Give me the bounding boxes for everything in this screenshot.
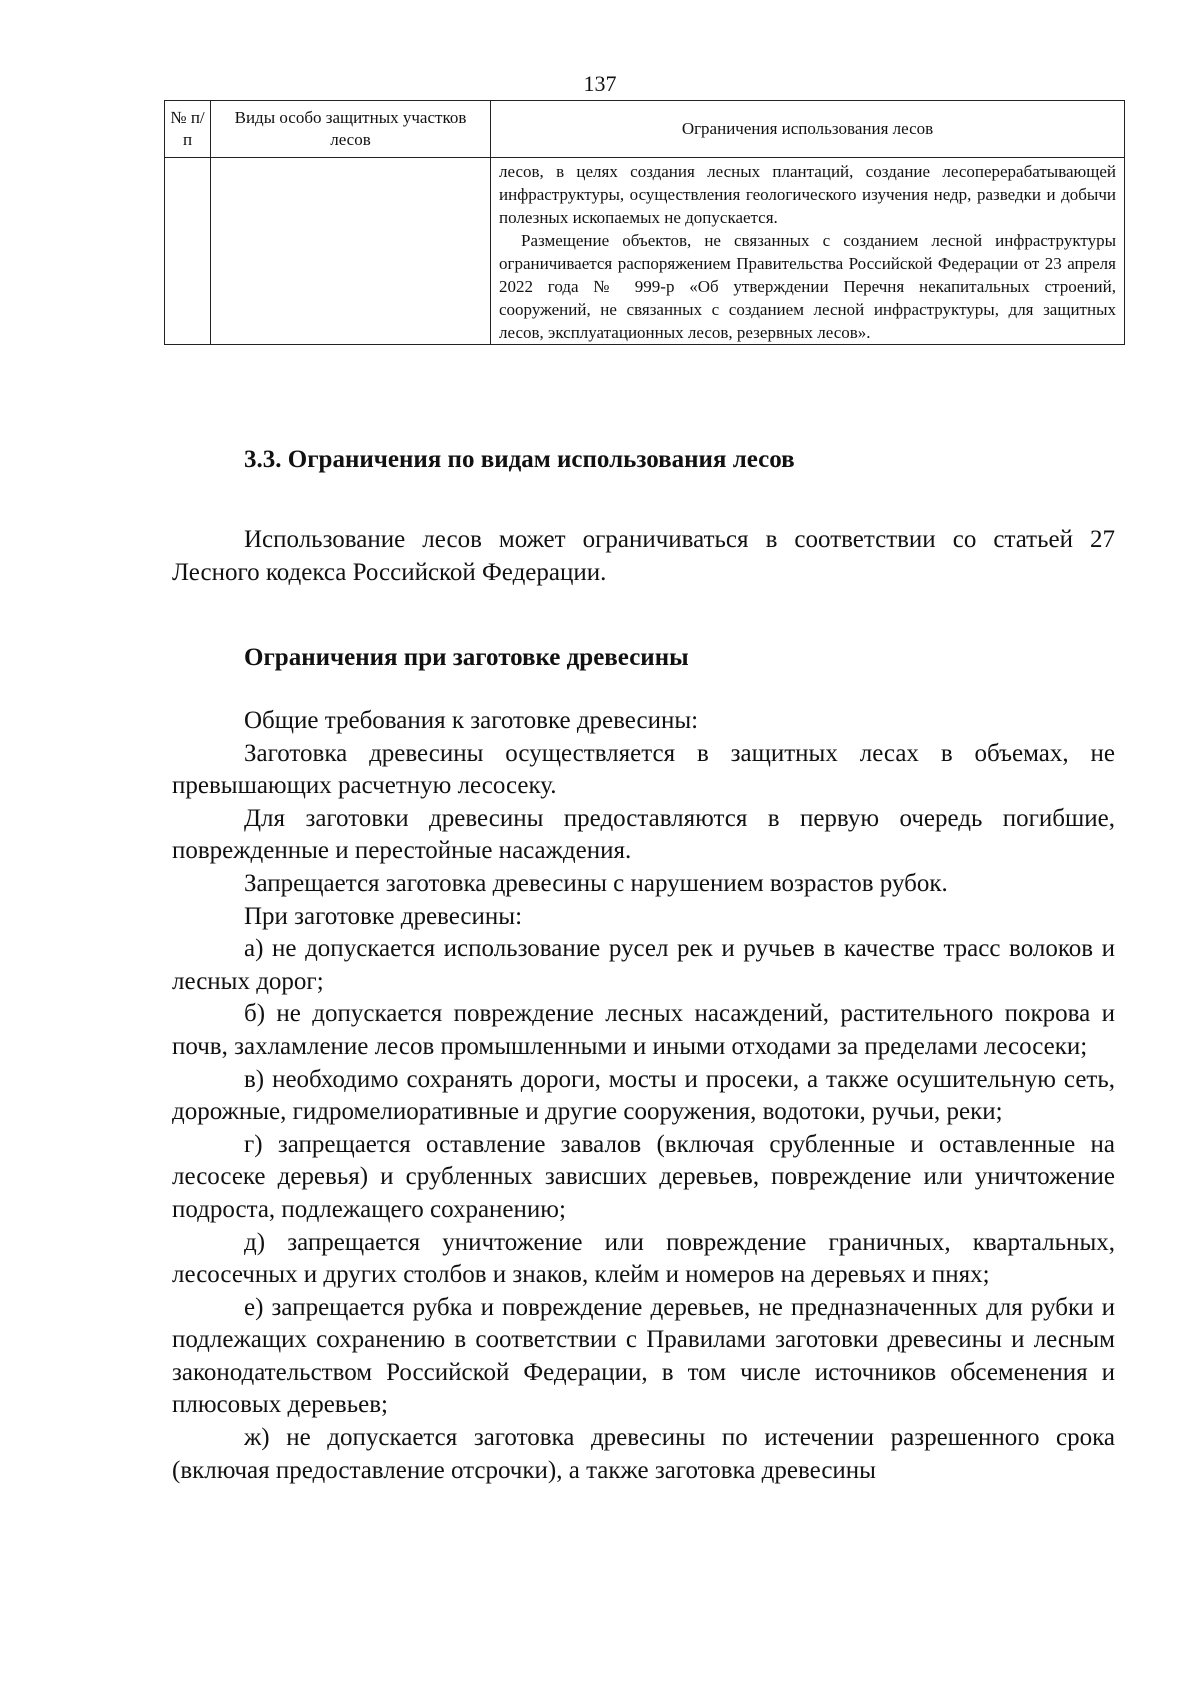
restrictions-paragraph-1: лесов, в целях создания лесных плантаций, создание лесоперерабатывающей инфраструктуры, осуществления геологического изучения недр, разведки и добычи полезных ископаемых не допускается. bbox=[499, 162, 1116, 227]
section-heading: 3.3. Ограничения по видам использования лесов bbox=[244, 446, 795, 473]
header-types: Виды особо защитных участков лесов bbox=[211, 101, 491, 158]
subsection-body bbox=[172, 705, 1115, 1487]
header-number: № п/п bbox=[165, 101, 211, 158]
section-intro bbox=[172, 524, 1115, 589]
table-row bbox=[165, 158, 1125, 345]
header-restrictions: Ограничения использования лесов bbox=[491, 101, 1125, 158]
cell-number bbox=[165, 158, 211, 345]
list-item: ж) не допускается заготовка древесины по истечении разрешенного срока (включая предоставление отсрочки), а также заготовка древесины bbox=[172, 1424, 1115, 1484]
list-item: а) не допускается использование русел рек и ручьев в качестве трасс волоков и лесных дорог; bbox=[172, 935, 1115, 995]
paragraph-priority: Для заготовки древесины предоставляются в первую очередь погибшие, поврежденные и перестойные насаждения. bbox=[172, 804, 1115, 865]
intro-paragraph: Использование лесов может ограничиваться в соответствии со статьей 27 Лесного кодекса Российской Федерации. bbox=[172, 526, 1115, 586]
cell-types bbox=[211, 158, 491, 345]
list-item: д) запрещается уничтожение или повреждение граничных, квартальных, лесосечных и других столбов и знаков, клейм и номеров на деревьях и пнях; bbox=[172, 1228, 1115, 1289]
list-item: г) запрещается оставление завалов (включая срубленные и оставленные на лесосеке деревья) и срубленных зависших деревьев, повреждение или уничтожение подроста, подлежащего сохранению; bbox=[172, 1130, 1115, 1223]
paragraph-volume: Заготовка древесины осуществляется в защитных лесах в объемах, не превышающих расчетную лесосеку. bbox=[172, 739, 1115, 800]
paragraph-general: Общие требования к заготовке древесины: bbox=[244, 707, 699, 734]
page-number: 137 bbox=[583, 71, 617, 96]
subsection-heading: Ограничения при заготовке древесины bbox=[244, 644, 689, 671]
cell-restrictions bbox=[491, 158, 1125, 345]
list-item: б) не допускается повреждение лесных насаждений, растительного покрова и почв, захламление лесов промышленными и иными отходами за пределами лесосеки; bbox=[172, 1000, 1115, 1060]
paragraph-during: При заготовке древесины: bbox=[244, 902, 523, 930]
paragraph-ages: Запрещается заготовка древесины с нарушением возрастов рубок. bbox=[244, 869, 948, 897]
restrictions-table bbox=[164, 100, 1125, 345]
table-header-row bbox=[165, 101, 1125, 158]
list-item: в) необходимо сохранять дороги, мосты и просеки, а также осушительную сеть, дорожные, гидромелиоративные и другие сооружения, водотоки, ручьи, реки; bbox=[172, 1065, 1115, 1126]
list-item: е) запрещается рубка и повреждение деревьев, не предназначенных для рубки и подлежащих сохранению в соответствии с Правилами заготовки древесины и лесным законодательством Российской Федерации, в том числе источников обсеменения и плюсовых деревьев; bbox=[172, 1293, 1115, 1419]
restrictions-paragraph-2: Размещение объектов, не связанных с созданием лесной инфраструктуры ограничивается распоряжением Правительства Российской Федерации от 23 апреля 2022 года № 999-р «Об утверждении Перечня некапитальных строений, сооружений, не связанных с созданием лесной инфраструктуры, для защитных лесов, эксплуатационных лесов, резервных лесов». bbox=[499, 231, 1116, 342]
